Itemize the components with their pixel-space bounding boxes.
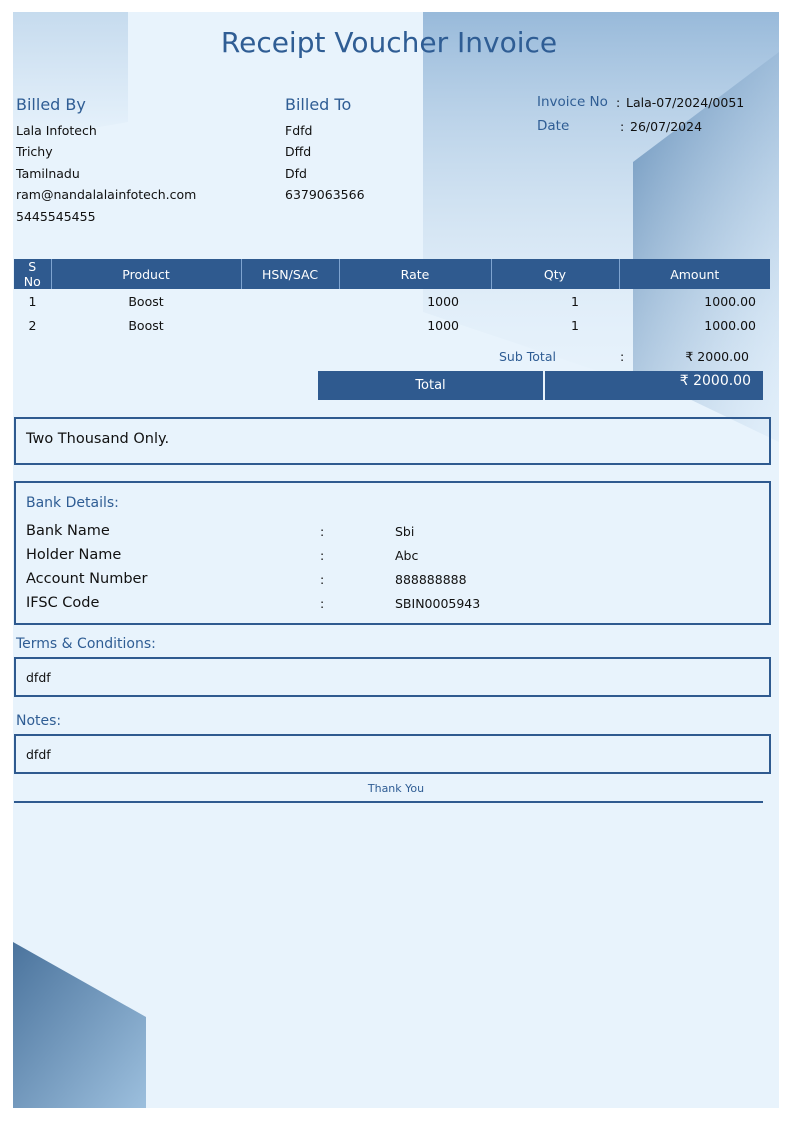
invoice-no-label: Invoice No [537, 94, 608, 110]
account-number-label: Account Number [26, 571, 148, 587]
holder-name-label: Holder Name [26, 547, 122, 563]
date-value: 26/07/2024 [630, 119, 703, 134]
total-value: ₹ 2000.00 [545, 371, 763, 400]
billed-to-line: Dfd [285, 166, 307, 181]
billed-by-heading: Billed By [16, 95, 86, 114]
cell-product: Boost [128, 293, 164, 309]
table-row [14, 289, 770, 313]
column-header-amount: Amount [619, 259, 770, 289]
terms-text: dfdf [26, 670, 51, 685]
column-header-qty: Qty [491, 259, 619, 289]
footer-divider [14, 801, 763, 803]
billed-to-heading: Billed To [285, 95, 352, 114]
terms-box [14, 657, 771, 697]
holder-name-separator: : [320, 548, 325, 563]
terms-heading: Terms & Conditions: [16, 636, 156, 652]
billed-by-line: 5445545455 [16, 209, 96, 224]
billed-by-line: Trichy [16, 144, 53, 159]
notes-box [14, 734, 771, 774]
billed-by-line: ram@nandalalainfotech.com [16, 187, 197, 202]
cell-sno: 2 [28, 317, 37, 333]
bank-name-value: Sbi [395, 524, 415, 539]
ifsc-code-separator: : [320, 596, 325, 611]
billed-to-line: Dffd [285, 144, 312, 159]
cell-hsn [241, 289, 339, 313]
billed-to-line: Fdfd [285, 123, 313, 138]
column-header-hsn: HSN/SAC [241, 259, 339, 289]
bank-details-heading: Bank Details: [26, 495, 119, 511]
account-number-value: 888888888 [395, 572, 467, 587]
invoice-no-value: Lala-07/2024/0051 [626, 95, 745, 110]
subtotal-separator: : [620, 349, 625, 364]
cell-rate: 1000 [427, 317, 459, 333]
amount-in-words-box [14, 417, 771, 465]
table-header-row [14, 259, 770, 289]
billed-by-line: Lala Infotech [16, 123, 97, 138]
account-number-separator: : [320, 572, 325, 587]
holder-name-value: Abc [395, 548, 419, 563]
amount-in-words: Two Thousand Only. [26, 431, 170, 447]
bank-name-separator: : [320, 524, 325, 539]
date-label: Date [537, 118, 570, 134]
thank-you-text: Thank You [367, 782, 425, 795]
page-title: Receipt Voucher Invoice [220, 26, 558, 59]
ifsc-code-label: IFSC Code [26, 595, 100, 611]
cell-amount: 1000.00 [704, 293, 756, 309]
cell-amount: 1000.00 [704, 317, 756, 333]
column-header-product: Product [51, 259, 241, 289]
cell-rate: 1000 [427, 293, 459, 309]
column-header-rate: Rate [339, 259, 491, 289]
ifsc-code-value: SBIN0005943 [395, 596, 481, 611]
invoice-page [13, 12, 779, 1108]
total-label: Total [318, 371, 543, 400]
items-table [14, 259, 770, 337]
cell-hsn [241, 313, 339, 337]
invoice-no-separator: : [616, 95, 621, 110]
billed-by-line: Tamilnadu [16, 166, 80, 181]
cell-sno: 1 [28, 293, 37, 309]
cell-product: Boost [128, 317, 164, 333]
subtotal-value: ₹ 2000.00 [685, 349, 749, 364]
cell-qty: 1 [571, 293, 579, 309]
billed-to-line: 6379063566 [285, 187, 365, 202]
table-row [14, 313, 770, 337]
notes-heading: Notes: [16, 713, 62, 729]
column-header-sno: S No [14, 259, 51, 289]
bank-details-box [14, 481, 771, 625]
date-separator: : [620, 119, 625, 134]
bank-name-label: Bank Name [26, 523, 110, 539]
subtotal-label: Sub Total [499, 349, 556, 364]
cell-qty: 1 [571, 317, 579, 333]
notes-text: dfdf [26, 747, 51, 762]
